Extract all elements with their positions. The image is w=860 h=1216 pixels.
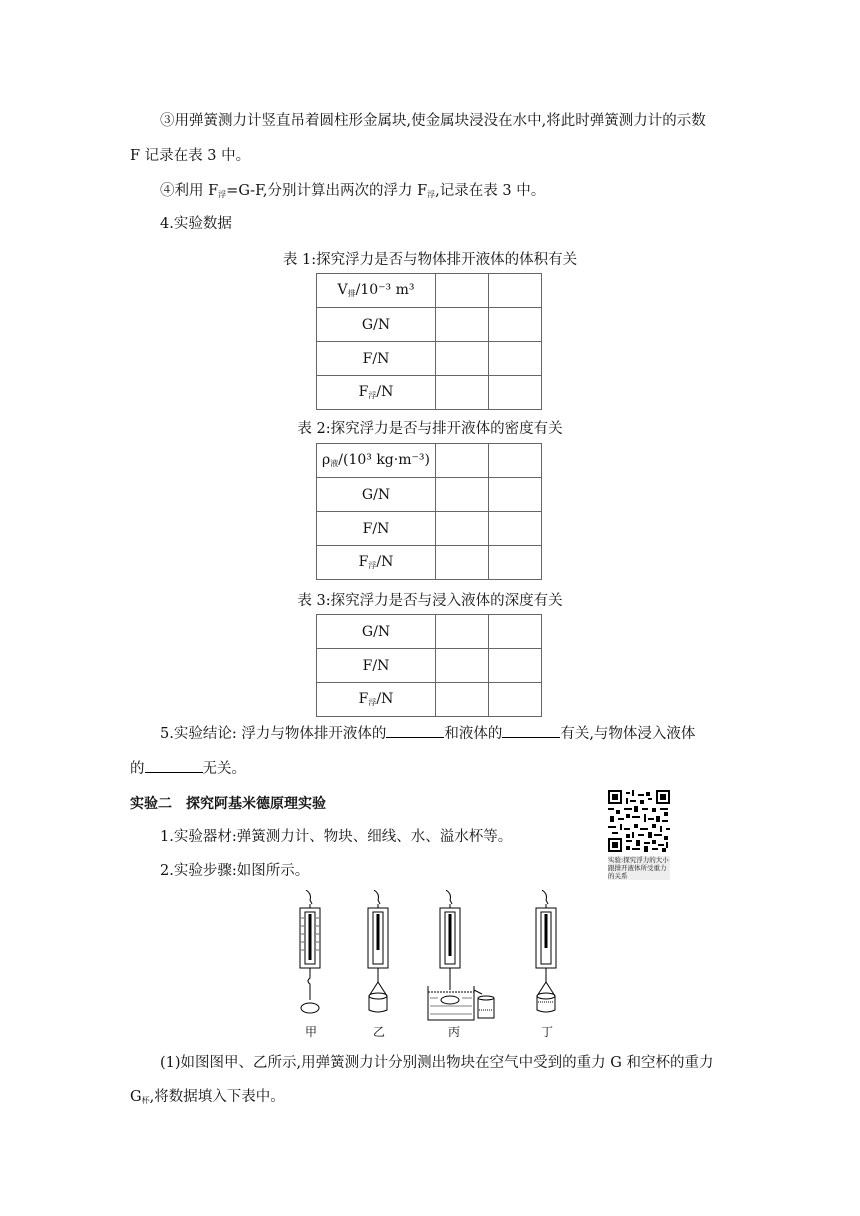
step3-line2: F 记录在表 3 中。 (130, 148, 251, 164)
step1-line2: $G_杯$,将数据填入下表中。 (130, 1089, 285, 1105)
table3 (316, 614, 542, 717)
section-4-heading: 4.实验数据 (160, 216, 232, 232)
experiment2-steps: 2.实验步骤:如图所示。 (160, 863, 310, 879)
table1-caption: 表 1:探究浮力是否与物体排开液体的体积有关 (282, 252, 578, 268)
table-row: G/N (317, 478, 542, 512)
step1-line1: (1)如图图甲、乙所示,用弹簧测力计分别测出物块在空气中受到的重力 G 和空杯的重力 (160, 1055, 714, 1071)
fill-blank[interactable] (386, 723, 444, 738)
table3-caption: 表 3:探究浮力是否与浸入液体的深度有关 (297, 593, 563, 609)
experiment2-materials: 1.实验器材:弹簧测力计、物块、细线、水、溢水杯等。 (160, 829, 513, 845)
table2 (316, 443, 542, 580)
qr-code[interactable] (608, 790, 670, 880)
fill-blank[interactable] (502, 723, 560, 738)
spring-scale-bing (428, 890, 494, 1020)
table1 (316, 273, 542, 410)
table-row: F/N (317, 342, 542, 376)
conclusion-line2: 的 无关。 (130, 758, 740, 780)
figure-label-ding: 丁 (541, 1025, 554, 1039)
table2-caption: 表 2:探究浮力是否与排开液体的密度有关 (297, 421, 563, 437)
table-row: F/N (317, 649, 542, 683)
qr-caption: 实验:探究浮力的大小跟排开液体所受重力的关系 (608, 856, 669, 880)
figure-label-jia: 甲 (305, 1025, 318, 1039)
qr-code-icon (608, 790, 670, 852)
table-row: $F_浮/N$ (317, 376, 542, 410)
step4: ④利用 $F_浮=G-F$,分别计算出两次的浮力 $F_浮$,记录在表 3 中。 (160, 183, 546, 199)
experiment2-title: 实验二 探究阿基米德原理实验 (130, 796, 326, 812)
table-row: $V_排/10^{-3}$ m³ (317, 274, 542, 308)
spring-scale-jia (300, 890, 320, 1013)
table-row: $F_浮/N$ (317, 683, 542, 717)
conclusion-line1: 5.实验结论: 浮力与物体排开液体的 和液体的 有关,与物体浸入液体 (130, 723, 740, 745)
spring-scale-yi (368, 890, 388, 1012)
table-row: G/N (317, 615, 542, 649)
fill-blank[interactable] (145, 758, 203, 773)
figure-label-yi: 乙 (373, 1025, 386, 1039)
step3-line1: ③用弹簧测力计竖直吊着圆柱形金属块,使金属块浸没在水中,将此时弹簧测力计的示数 (160, 113, 706, 129)
table-row: $F_浮/N$ (317, 546, 542, 580)
spring-scale-ding (536, 890, 556, 1012)
table-row: G/N (317, 308, 542, 342)
table-row: F/N (317, 512, 542, 546)
figure-label-bing: 丙 (448, 1025, 461, 1039)
table-row: $\rho_液/(10^3$ kg·m⁻³) (317, 444, 542, 478)
